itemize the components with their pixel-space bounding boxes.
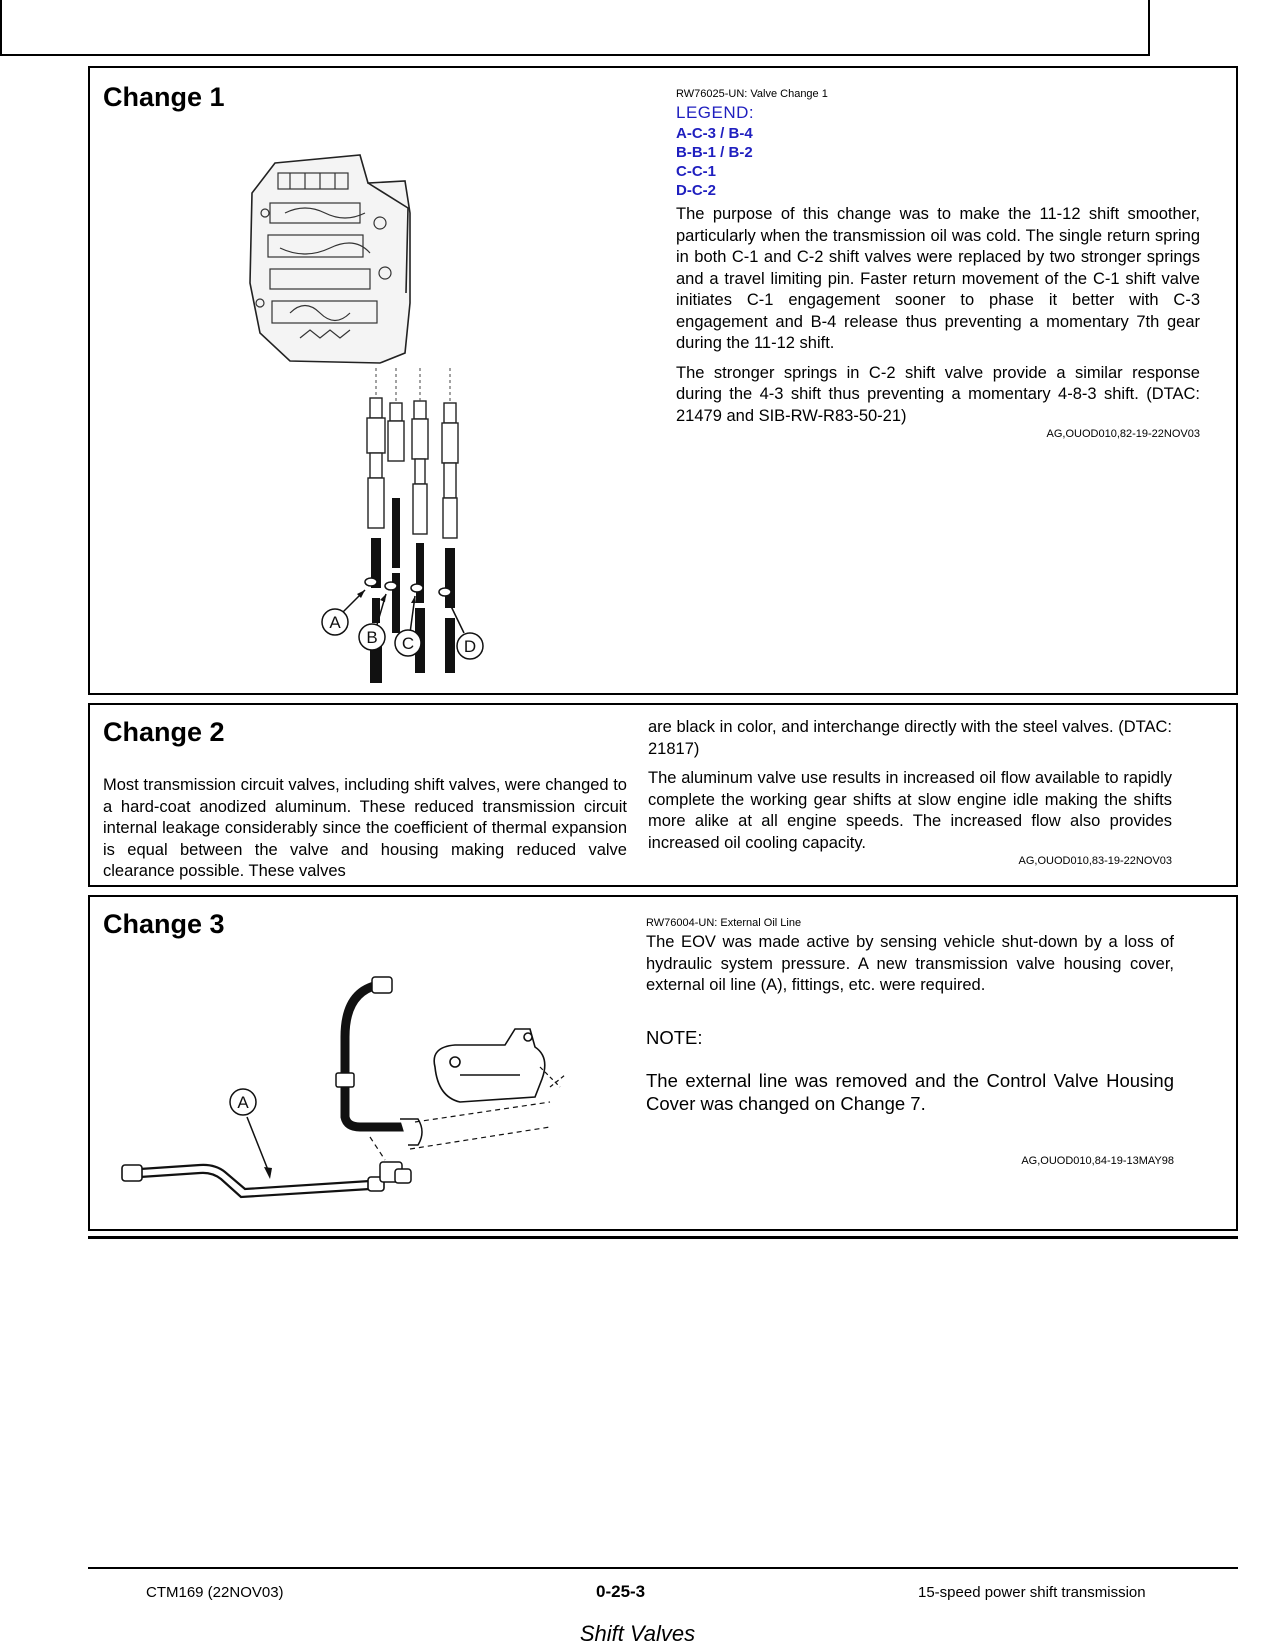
change-2-paragraph: The aluminum valve use results in increased oil flow available to rapidly complete the working gear shifts at slow engine idle making the shifts more alike at all engine speeds. The increased flow also provides increased oil cooling capacity. bbox=[648, 769, 1172, 852]
footer-section-title: 15-speed power shift transmission bbox=[918, 1584, 1146, 1601]
change-2-continuation: are black in color, and interchange directly with the steel valves. (DTAC: 21817) bbox=[648, 718, 1172, 758]
change-1-reference: AG,OUOD010,82-19-22NOV03 bbox=[1046, 428, 1200, 440]
change-3-title: Change 3 bbox=[103, 909, 225, 939]
change-1-paragraph: The stronger springs in C-2 shift valve provide a similar response during the 4-3 shift thus preventing a momentary 4-8-3 shift. (DTAC: 21479 and SIB-RW-R83-50-21) bbox=[676, 363, 1200, 425]
valve-change-1-callouts bbox=[230, 568, 510, 688]
change-3-figure-caption: RW76004-UN: External Oil Line bbox=[646, 917, 802, 929]
change-2-title: Change 2 bbox=[103, 717, 225, 747]
change-1-section bbox=[88, 66, 1238, 695]
change-3-paragraph: The EOV was made active by sensing vehicle shut-down by a loss of hydraulic system pressure. A new transmission valve housing cover, external oil line (A), fittings, etc. were required. bbox=[646, 933, 1174, 994]
footer-page-number: 0-25-3 bbox=[596, 1582, 646, 1601]
change-3-reference: AG,OUOD010,84-19-13MAY98 bbox=[1021, 1155, 1174, 1167]
page-title: Shift Valves bbox=[579, 1621, 696, 1646]
change-3-section bbox=[88, 895, 1238, 1231]
content-bottom-rule bbox=[88, 1236, 1238, 1239]
callout-b-label: B bbox=[366, 628, 378, 647]
callout-a-label: A bbox=[329, 613, 341, 632]
legend-item: C-C-1 bbox=[676, 163, 716, 180]
callout-c-label: C bbox=[401, 634, 415, 653]
legend-item: A-C-3 / B-4 bbox=[676, 125, 753, 142]
change-2-left-text: Most transmission circuit valves, including shift valves, were changed to a hard-coat anodized aluminum. These reduced transmission circuit internal leakage considerably since the coefficient of thermal expansion is equal between the valve and housing making reduced valve clearance possible. These valves bbox=[103, 776, 627, 880]
change-2-reference: AG,OUOD010,83-19-22NOV03 bbox=[1018, 855, 1172, 867]
change-1-body bbox=[676, 204, 1200, 427]
change-2-section bbox=[88, 703, 1238, 887]
note-label: NOTE: bbox=[646, 1027, 703, 1048]
callout-a-label: A bbox=[237, 1093, 249, 1112]
external-oil-line-illustration bbox=[110, 967, 570, 1207]
change-1-paragraph: The purpose of this change was to make the 11-12 shift smoother, particularly when the transmission oil was cold. The single return spring in both C-1 and C-2 shift valves were replaced by two stronger springs and a travel limiting pin. Faster return movement of the C-1 shift valve initiates C-1 engagement sooner to phase it better with C-3 engagement and B-4 release thus preventing a momentary 7th gear during the 11-12 shift. bbox=[676, 205, 1200, 352]
change-1-title: Change 1 bbox=[103, 82, 225, 112]
change-1-figure-caption: RW76025-UN: Valve Change 1 bbox=[676, 88, 828, 100]
note-text: The external line was removed and the Control Valve Housing Cover was changed on Change 7. bbox=[646, 1070, 1174, 1114]
change-2-right-column bbox=[648, 717, 1172, 854]
footer-doc-id: CTM169 (22NOV03) bbox=[146, 1584, 284, 1601]
legend-list bbox=[676, 124, 753, 200]
legend-item: D-C-2 bbox=[676, 182, 716, 199]
callout-d-label: D bbox=[463, 637, 477, 656]
legend-item: B-B-1 / B-2 bbox=[676, 144, 753, 161]
legend-title: LEGEND: bbox=[676, 103, 755, 122]
footer-rule bbox=[88, 1567, 1238, 1569]
